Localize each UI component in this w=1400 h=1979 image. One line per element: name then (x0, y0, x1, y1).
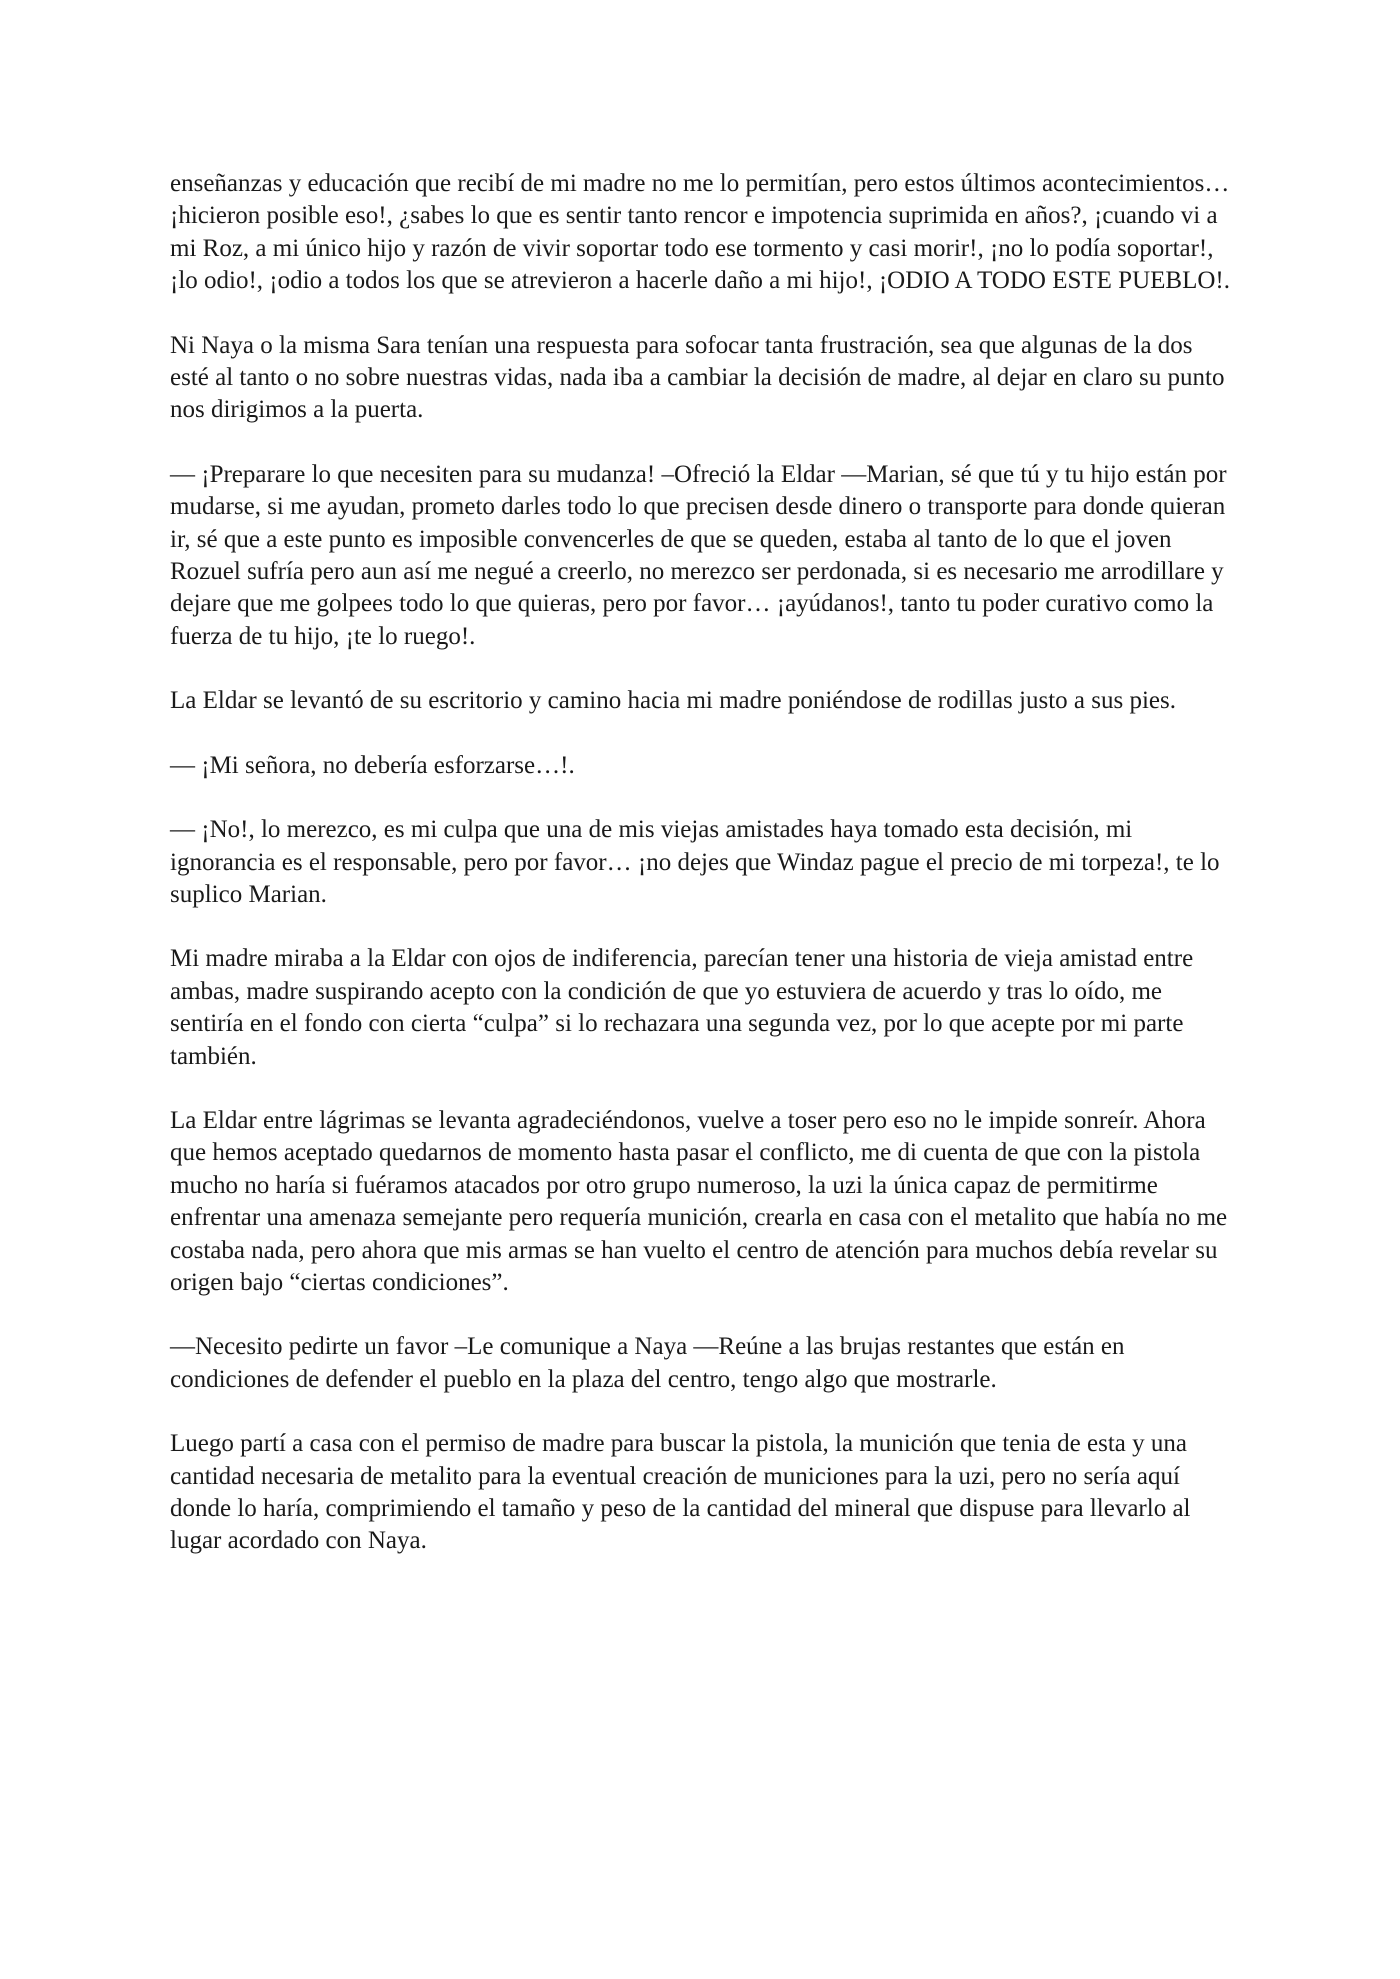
paragraph-3: — ¡Preparare lo que necesiten para su mudanza! –Ofreció la Eldar —Marian, sé que tú y tu hijo están por mudarse, si me ayudan, prometo darles todo lo que precisen desde dinero o transporte para donde quieran ir, sé que a este punto es imposible convencerles de que se queden, estaba al tanto de lo que el joven Rozuel sufría pero aun así me negué a creerlo, no merezco ser perdonada, si es necesario me arrodillare y dejare que me golpees todo lo que quieras, pero por favor… ¡ayúdanos!, tanto tu poder curativo como la fuerza de tu hijo, ¡te lo ruego!. (170, 460, 1227, 650)
paragraph-7: Mi madre miraba a la Eldar con ojos de indiferencia, parecían tener una historia de vieja amistad entre ambas, madre suspirando acepto con la condición de que yo estuviera de acuerdo y tras lo oído, me sentiría en el fondo con cierta “culpa” si lo rechazara una segunda vez, por lo que acepte por mi parte también. (170, 945, 1194, 1070)
paragraph-8: La Eldar entre lágrimas se levanta agradeciéndonos, vuelve a toser pero eso no le impide sonreír. Ahora que hemos aceptado quedarnos de momento hasta pasar el conflicto, me di cuenta de que con la pistola mucho no haría si fuéramos atacados por otro grupo numeroso, la uzi la única capaz de permitirme enfrentar una amenaza semejante pero requería munición, crearla en casa con el metalito que había no me costaba nada, pero ahora que mis armas se han vuelto el centro de atención para muchos debía revelar su origen bajo “ciertas condiciones”. (170, 1106, 1228, 1296)
document-body (170, 168, 1232, 1590)
paragraph-1: enseñanzas y educación que recibí de mi madre no me lo permitían, pero estos últimos acontecimientos… ¡hicieron posible eso!, ¿sabes lo que es sentir tanto rencor e impotencia suprimida en años?, ¡cuando vi a mi Roz, a mi único hijo y razón de vivir soportar todo ese tormento y casi morir!, ¡no lo podía soportar!, ¡lo odio!, ¡odio a todos los que se atrevieron a hacerle daño a mi hijo!, ¡ODIO A TODO ESTE PUEBLO!. (170, 170, 1230, 295)
paragraph-6: — ¡No!, lo merezco, es mi culpa que una de mis viejas amistades haya tomado esta decisión, mi ignorancia es el responsable, pero por favor… ¡no dejes que Windaz pague el precio de mi torpeza!, te lo suplico Marian. (170, 816, 1220, 908)
paragraph-10: Luego partí a casa con el permiso de madre para buscar la pistola, la munición que tenia de esta y una cantidad necesaria de metalito para la eventual creación de municiones para la uzi, pero no sería aquí donde lo haría, comprimiendo el tamaño y peso de la cantidad del mineral que dispuse para llevarlo al lugar acordado con Naya. (170, 1430, 1191, 1555)
paragraph-9: —Necesito pedirte un favor –Le comunique a Naya —Reúne a las brujas restantes que están en condiciones de defender el pueblo en la plaza del centro, tengo algo que mostrarle. (170, 1333, 1125, 1393)
paragraph-5: — ¡Mi señora, no debería esforzarse…!. (170, 751, 575, 779)
paragraph-4: La Eldar se levantó de su escritorio y camino hacia mi madre poniéndose de rodillas justo a sus pies. (170, 687, 1176, 715)
paragraph-2: Ni Naya o la misma Sara tenían una respuesta para sofocar tanta frustración, sea que algunas de la dos esté al tanto o no sobre nuestras vidas, nada iba a cambiar la decisión de madre, al dejar en claro su punto nos dirigimos a la puerta. (170, 331, 1225, 424)
